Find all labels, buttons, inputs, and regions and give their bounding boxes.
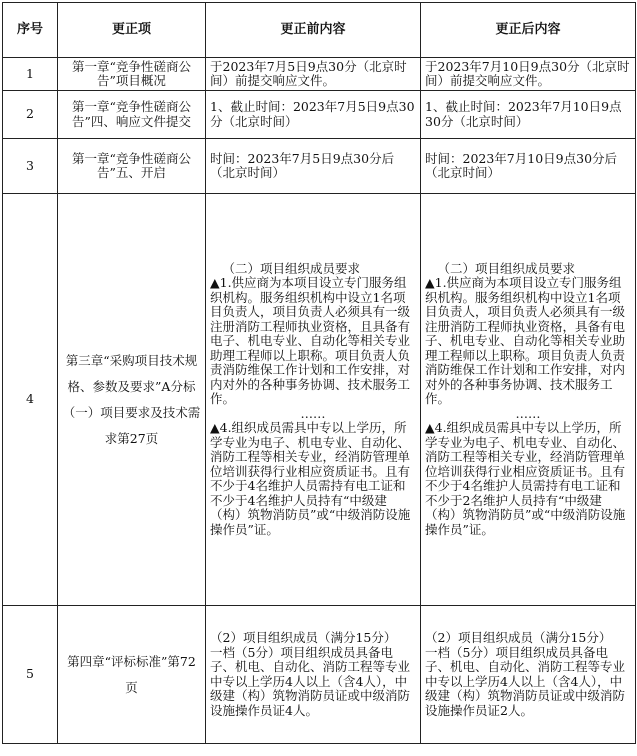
row-item: 第三章“采购项目技术规格、参数及要求”A分标（一）项目要求及技术需求第27页 — [58, 194, 206, 606]
table-row — [3, 606, 636, 744]
after-paragraph: ▲1.供应商为本项目设立专门服务组织机构。服务组织机构中设立1名项目负责人，项目负责人必须具有一级注册消防工程师执业资格，具备有电子、机电专业、自动化等相关专业助理工程师以上职称。项目负责人负责消防维保工作计划和工作安排，对内对外的各种事务协调、技术服务工作。 — [425, 275, 626, 407]
after-ellipsis: …… — [515, 405, 541, 421]
header-no: 序号 — [3, 3, 58, 58]
before-text: 1、截止时间：2023年7月5日9点30分（北京时间） — [210, 99, 415, 129]
row-no: 2 — [3, 91, 58, 139]
row-after — [421, 91, 636, 139]
before-ellipsis: …… — [300, 405, 326, 421]
row-after — [421, 139, 636, 194]
header-before: 更正前内容 — [206, 3, 421, 58]
row-item: 第一章“竞争性磋商公告”项目概况 — [58, 58, 206, 91]
table-header-row — [3, 3, 636, 58]
before-paragraph: ▲1.供应商为本项目设立专门服务组织机构。服务组织机构中设立1名项目负责人，项目负责人必须具有一级注册消防工程师执业资格，且具备有电子、机电专业、自动化等相关专业助理工程师以上职称。项目负责人负责消防维保工作计划和工作安排，对内对外的各种事务协调、技术服务工作。 — [210, 275, 411, 407]
after-heading: （二）项目组织成员要求 — [437, 260, 576, 276]
before-heading: （二）项目组织成员要求 — [222, 260, 361, 276]
after-text: 1、截止时间：2023年7月10日9点30分（北京时间） — [425, 99, 622, 129]
row-before — [206, 194, 421, 606]
table-row — [3, 58, 636, 91]
row-item: 第一章“竞争性磋商公告”四、响应文件提交 — [58, 91, 206, 139]
row-before — [206, 58, 421, 91]
before-text: 于2023年7月5日9点30分（北京时间）前提交响应文件。 — [210, 58, 407, 88]
after-paragraph: 一档（5分）项目组织成员具备电子、机电、自动化、消防工程等专业中专以上学历4人以上（含4人），中级建（构）筑物消防员证或中级消防设施操作员证2人。 — [425, 644, 626, 718]
row-no: 3 — [3, 139, 58, 194]
row-after — [421, 58, 636, 91]
table-row — [3, 194, 636, 606]
row-after — [421, 194, 636, 606]
row-before — [206, 139, 421, 194]
after-heading: （2）项目组织成员（满分15分） — [425, 630, 612, 645]
header-item: 更正项 — [58, 3, 206, 58]
row-before — [206, 606, 421, 744]
before-heading: （2）项目组织成员（满分15分） — [210, 630, 397, 645]
before-text: 时间：2023年7月5日9点30分后（北京时间） — [210, 150, 395, 180]
row-no: 4 — [3, 194, 58, 606]
after-paragraph: ▲4.组织成员需具中专以上学历，所学专业为电子、机电专业、自动化、消防工程等相关专业，经消防管理单位培训获得行业相应资质证书。且有不少于4名维护人员需持有电工证和不少于2名维护人员持有“中级建（构）筑物消防员”或“中级消防设施操作员”证。 — [425, 420, 626, 537]
row-item: 第四章“评标标准”第72页 — [58, 606, 206, 744]
correction-table — [2, 2, 636, 744]
before-paragraph: ▲4.组织成员需具中专以上学历，所学专业为电子、机电专业、自动化、消防工程等相关专业，经消防管理单位培训获得行业相应资质证书。且有不少于4名维护人员需持有电工证和不少于4名维护人员持有“中级建（构）筑物消防员”或“中级消防设施操作员”证。 — [210, 420, 411, 537]
row-no: 1 — [3, 58, 58, 91]
header-after: 更正后内容 — [421, 3, 636, 58]
after-text: 于2023年7月10日9点30分（北京时间）前提交响应文件。 — [425, 58, 630, 88]
before-paragraph: 一档（5分）项目组织成员具备电子、机电、自动化、消防工程等专业中专以上学历4人以上（含4人），中级建（构）筑物消防员证或中级消防设施操作员证4人。 — [210, 644, 411, 718]
row-no: 5 — [3, 606, 58, 744]
row-after — [421, 606, 636, 744]
table-row — [3, 91, 636, 139]
table-row — [3, 139, 636, 194]
after-text: 时间：2023年7月10日9点30分后（北京时间） — [425, 150, 618, 180]
row-before — [206, 91, 421, 139]
row-item: 第一章“竞争性磋商公告”五、开启 — [58, 139, 206, 194]
